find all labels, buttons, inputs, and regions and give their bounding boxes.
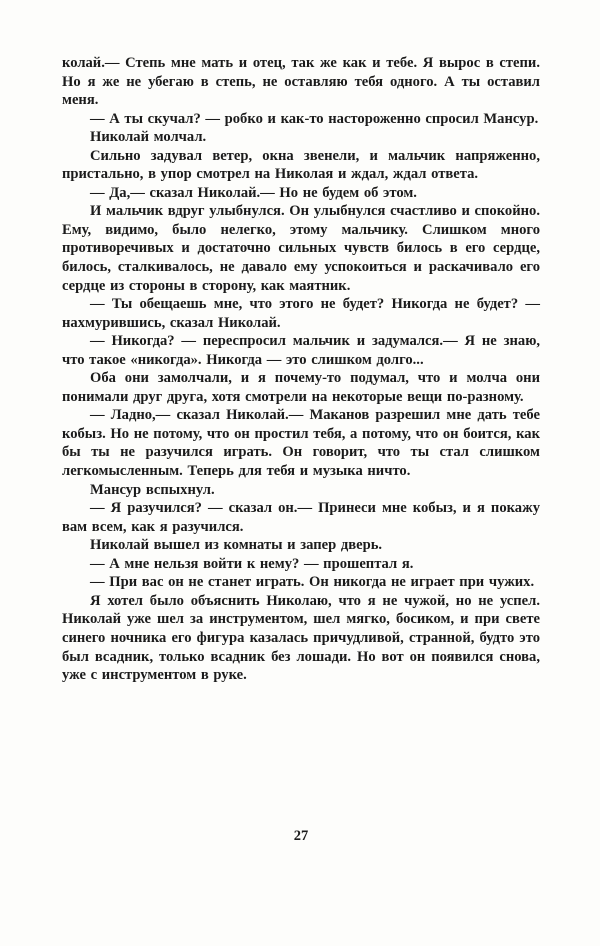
paragraph: — Никогда? — переспросил мальчик и задумался.— Я не знаю, что такое «никогда». Никогда — это слишком долго... bbox=[62, 333, 540, 368]
paragraph: — Ты обещаешь мне, что этого не будет? Никогда не будет? — нахмурившись, сказал Николай. bbox=[62, 296, 540, 331]
page-number: 27 bbox=[293, 828, 309, 844]
paragraph: — А мне нельзя войти к нему? — прошептал я. bbox=[90, 555, 414, 572]
text-block bbox=[62, 54, 540, 685]
paragraph: — Я разучился? — сказал он.— Принеси мне кобыз, и я покажу вам всем, как я разучился. bbox=[62, 500, 540, 535]
paragraph: — А ты скучал? — робко и как-то настороженно спросил Мансур. bbox=[90, 110, 539, 127]
paragraph: Сильно задувал ветер, окна звенели, и мальчик напряженно, пристально, в упор смотрел на Николая и ждал, ждал ответа. bbox=[62, 147, 540, 183]
paragraph: Николай молчал. bbox=[90, 129, 207, 146]
paragraph: Николай вышел из комнаты и запер дверь. bbox=[90, 537, 383, 554]
paragraph: Оба они замолчали, и я почему-то подумал, что и молча они понимали друг друга, хотя смотрели на некоторые вещи по-разному. bbox=[62, 370, 540, 405]
paragraph: И мальчик вдруг улыбнулся. Он улыбнулся счастливо и спокойно. Ему, видимо, было нелегко, этому мальчику. Слишком много противоречивых и достаточно сильных чувств билось в его сердце, билось, сталкивалось, не давало ему успокоиться и раскачивало его сердце из стороны в сторону, как маятник. bbox=[62, 203, 540, 294]
paragraph: Мансур вспыхнул. bbox=[90, 481, 215, 498]
paragraph: — Ладно,— сказал Николай.— Маканов разрешил мне дать тебе кобыз. Но не потому, что он простил тебя, а потому, что он боится, как бы ты не разучился играть. Он говорит, что ты стал слишком легкомысленным. Теперь для тебя и музыка ничто. bbox=[62, 407, 540, 480]
paragraph: колай.— Степь мне мать и отец, так же как и тебе. Я вырос в степи. Но я же не убегаю в степь, не оставляю тебя одного. А ты оставил меня. bbox=[62, 55, 540, 109]
paragraph: Я хотел было объяснить Николаю, что я не чужой, но не успел. Николай уже шел за инструментом, шел мягко, босиком, и при свете синего ночника его фигура казалась причудливой, странной, будто это был всадник, только всадник без лошади. Но вот он появился снова, уже с инструментом в руке. bbox=[62, 592, 540, 684]
paragraph: — При вас он не станет играть. Он никогда не играет при чужих. bbox=[90, 574, 535, 591]
paragraph: — Да,— сказал Николай.— Но не будем об этом. bbox=[90, 184, 417, 201]
